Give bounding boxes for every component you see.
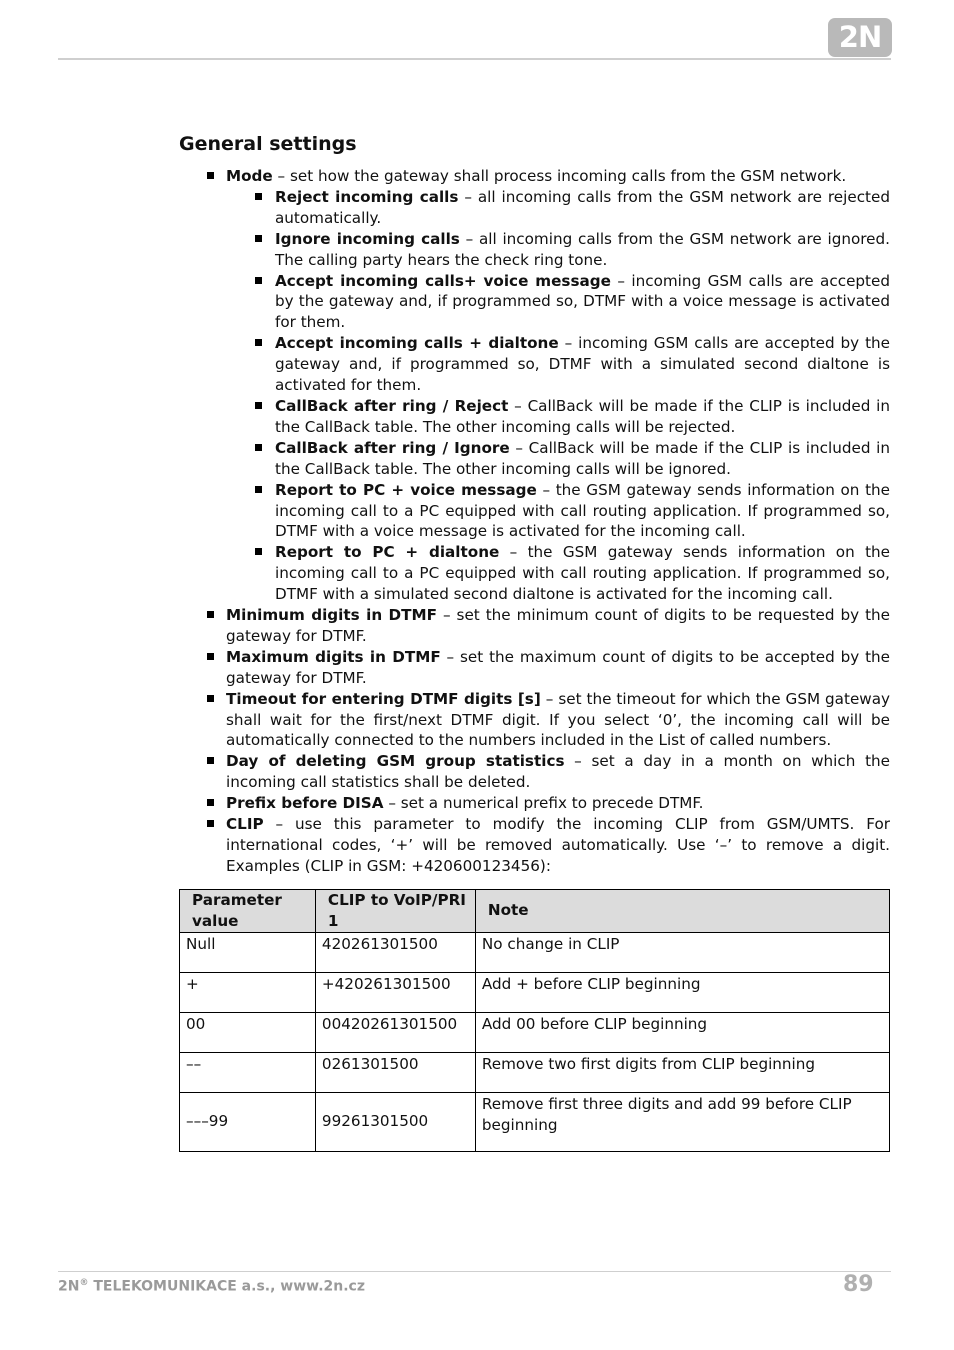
option-term: CallBack after ring / Ignore: [275, 438, 510, 457]
item-description: – set how the gateway shall process incoming calls from the GSM network.: [272, 167, 847, 185]
option-term: Report to PC + voice message: [275, 480, 537, 499]
item-term: Prefix before DISA: [226, 794, 384, 813]
item-term: Minimum digits in DTMF: [226, 606, 438, 625]
option-description: – the GSM gateway sends information on the incoming call to a PC equipped with call routing application. If programmed so, DTMF with a simulated second dialtone is activated for the incoming call.: [275, 543, 890, 604]
cell-clip: +420261301500: [315, 972, 475, 1012]
registered-mark: ®: [79, 1278, 89, 1288]
option-term: Ignore incoming calls: [275, 229, 460, 248]
mode-option: [275, 438, 890, 480]
cell-clip: 420261301500: [315, 932, 475, 972]
cell-clip: 0261301500: [315, 1052, 475, 1092]
item-description: – set a numerical prefix to precede DTMF.: [383, 794, 704, 813]
list-item-clip: [226, 814, 890, 877]
cell-note: Add 00 before CLIP beginning: [475, 1012, 889, 1052]
page-number: 89: [843, 1272, 874, 1297]
page-content: [179, 131, 890, 1152]
item-description: – set the maximum count of digits to be accepted by the gateway for DTMF.: [226, 647, 890, 687]
settings-list: [226, 166, 890, 877]
footer-company-text: TELEKOMUNIKACE a.s., www.2n.cz: [88, 1278, 365, 1295]
company-logo: 2N: [828, 18, 892, 57]
cell-parameter-value: 00: [180, 1012, 316, 1052]
option-term: Accept incoming calls + dialtone: [275, 334, 559, 353]
item-term: Timeout for entering DTMF digits [s]: [226, 689, 541, 708]
footer-company-prefix: 2N: [58, 1278, 80, 1295]
item-term: Maximum digits in DTMF: [226, 647, 441, 666]
table-row: [180, 1012, 890, 1052]
item-term: CLIP: [226, 815, 264, 834]
section-title: General settings: [179, 133, 357, 155]
item-term: Day of deleting GSM group statistics: [226, 752, 565, 771]
mode-option: [275, 271, 890, 334]
item-description: – set a day in a month on which the incoming call statistics shall be deleted.: [226, 752, 890, 792]
item-description: – set the timeout for which the GSM gateway shall wait for the first/next DTMF digit. If you select ‘0’, the incoming call will be automatically connected to the numbers included in the List of called numbers.: [226, 689, 891, 750]
table-header-row: [180, 889, 890, 932]
option-term: CallBack after ring / Reject: [275, 396, 509, 415]
mode-option: [275, 480, 890, 543]
table-row: [180, 932, 890, 972]
list-item-maximum-digits: [226, 647, 890, 689]
mode-options-list: [275, 187, 890, 605]
cell-note: Remove first three digits and add 99 before CLIP beginning: [475, 1092, 889, 1151]
list-item-prefix: [226, 793, 890, 814]
list-item-mode: [226, 166, 890, 605]
cell-clip: 00420261301500: [315, 1012, 475, 1052]
item-description: – use this parameter to modify the incoming CLIP from GSM/UMTS. For international codes, ‘+’ will be removed automatically. Use ‘–’ to remove a digit. Examples (CLIP in GSM: +420600123456):: [226, 815, 890, 875]
cell-parameter-value: ––: [180, 1052, 316, 1092]
mode-option: [275, 333, 890, 396]
cell-note: No change in CLIP: [475, 932, 889, 972]
cell-note: Remove two first digits from CLIP beginning: [475, 1052, 889, 1092]
cell-parameter-value: +: [180, 972, 316, 1012]
header-parameter-value: Parameter value: [180, 889, 316, 932]
mode-option: [275, 542, 890, 605]
header-note: Note: [475, 889, 889, 932]
header-clip-to-voip: CLIP to VoIP/PRI 1: [315, 889, 475, 932]
mode-option: [275, 187, 890, 229]
option-description: – the GSM gateway sends information on the incoming call to a PC equipped with call routing application. If programmed so, DTMF with a voice message is activated for the incoming call.: [275, 480, 891, 541]
option-description: – CallBack will be made if the CLIP is included in the CallBack table. The other incoming calls will be ignored.: [275, 438, 890, 478]
mode-option: [275, 396, 890, 438]
list-item-day-of-deleting: [226, 751, 890, 793]
table-row: [180, 1052, 890, 1092]
cell-parameter-value: Null: [180, 932, 316, 972]
option-description: – all incoming calls from the GSM network are rejected automatically.: [275, 187, 890, 227]
item-description: – set the minimum count of digits to be requested by the gateway for DTMF.: [226, 606, 891, 645]
footer-company: [58, 1278, 365, 1295]
clip-examples-table: [179, 889, 890, 1152]
cell-clip: 99261301500: [315, 1092, 475, 1151]
table-row: [180, 1092, 890, 1151]
option-term: Reject incoming calls: [275, 187, 459, 206]
option-description: – incoming GSM calls are accepted by the gateway and, if programmed so, DTMF with a simulated second dialtone is activated for them.: [275, 334, 890, 395]
footer-divider: [58, 1271, 891, 1272]
option-description: – incoming GSM calls are accepted by the gateway and, if programmed so, DTMF with a voice message is activated for them.: [275, 271, 890, 332]
cell-parameter-value: –––99: [180, 1092, 316, 1151]
mode-option: [275, 229, 890, 271]
list-item-timeout: [226, 689, 890, 752]
cell-note: Add + before CLIP beginning: [475, 972, 889, 1012]
option-term: Accept incoming calls+ voice message: [275, 271, 611, 290]
table-row: [180, 972, 890, 1012]
header-divider: [58, 58, 891, 60]
option-description: – all incoming calls from the GSM network are ignored. The calling party hears the check ring tone.: [275, 229, 890, 269]
option-description: – CallBack will be made if the CLIP is included in the CallBack table. The other incoming calls will be rejected.: [275, 396, 890, 436]
option-term: Report to PC + dialtone: [275, 543, 500, 562]
list-item-minimum-digits: [226, 605, 890, 647]
item-term: Mode: [226, 167, 273, 185]
